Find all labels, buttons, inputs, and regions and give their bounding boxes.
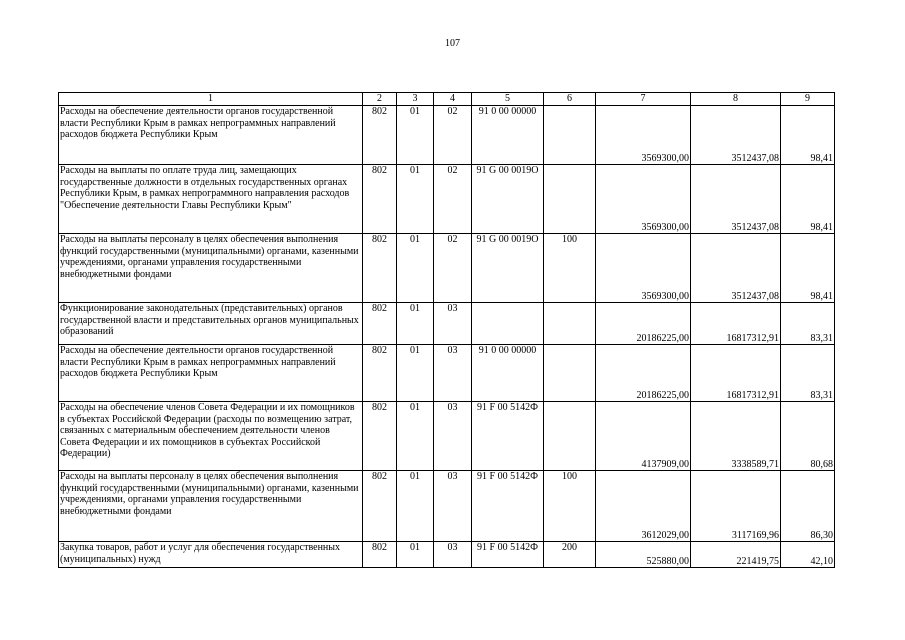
item-name-cell: Расходы на выплаты персоналу в целях обеспечения выполнения функций государственными (муниципальными) органами, казенными учреждениями, органами управления государственными внебюджетными фондами — [59, 471, 363, 542]
header-cell: 2 — [363, 93, 397, 106]
code-cell: 802 — [363, 303, 397, 345]
table-row — [59, 345, 835, 402]
header-cell: 4 — [434, 93, 472, 106]
target-article-cell: 91 G 00 0019O — [472, 234, 544, 303]
table-row — [59, 165, 835, 234]
header-cell: 8 — [691, 93, 781, 106]
percent-cell: 98,41 — [781, 234, 835, 303]
header-cell: 1 — [59, 93, 363, 106]
budget-table — [58, 92, 835, 568]
item-name-cell: Закупка товаров, работ и услуг для обеспечения государственных (муниципальных) нужд — [59, 542, 363, 568]
item-name-cell: Расходы на выплаты персоналу в целях обеспечения выполнения функций государственными (муниципальными) органами, казенными учреждениями, органами управления государственными внебюджетными фондами — [59, 234, 363, 303]
actual-amount-cell: 3117169,96 — [691, 471, 781, 542]
subsection-cell: 03 — [434, 345, 472, 402]
percent-cell: 83,31 — [781, 303, 835, 345]
item-name-cell: Расходы на обеспечение деятельности органов государственной власти Республики Крым в рамках непрограммных направлений расходов бюджета Республики Крым — [59, 345, 363, 402]
percent-cell: 83,31 — [781, 345, 835, 402]
section-cell: 01 — [397, 106, 434, 165]
plan-amount-cell: 525880,00 — [596, 542, 691, 568]
plan-amount-cell: 20186225,00 — [596, 345, 691, 402]
target-article-cell: 91 F 00 5142Ф — [472, 402, 544, 471]
header-cell: 3 — [397, 93, 434, 106]
code-cell: 802 — [363, 542, 397, 568]
subsection-cell: 03 — [434, 471, 472, 542]
header-cell: 6 — [544, 93, 596, 106]
percent-cell: 42,10 — [781, 542, 835, 568]
table-header-row — [59, 93, 835, 106]
code-cell: 802 — [363, 234, 397, 303]
header-cell: 9 — [781, 93, 835, 106]
actual-amount-cell: 3512437,08 — [691, 106, 781, 165]
expense-type-cell: 100 — [544, 471, 596, 542]
actual-amount-cell: 3512437,08 — [691, 234, 781, 303]
expense-type-cell — [544, 303, 596, 345]
plan-amount-cell: 3569300,00 — [596, 106, 691, 165]
plan-amount-cell: 4137909,00 — [596, 402, 691, 471]
target-article-cell: 91 0 00 00000 — [472, 345, 544, 402]
percent-cell: 98,41 — [781, 106, 835, 165]
expense-type-cell — [544, 106, 596, 165]
header-cell: 5 — [472, 93, 544, 106]
section-cell: 01 — [397, 165, 434, 234]
expense-type-cell — [544, 165, 596, 234]
section-cell: 01 — [397, 303, 434, 345]
page-number: 107 — [445, 38, 460, 49]
target-article-cell: 91 G 00 0019O — [472, 165, 544, 234]
table-row — [59, 303, 835, 345]
item-name-cell: Расходы на выплаты по оплате труда лиц, замещающих государственные должности в отдельных государственных органах Республики Крым, в рамках непрограммного направления расходов "Обеспечение деятельности Главы Республики Крым" — [59, 165, 363, 234]
actual-amount-cell: 3338589,71 — [691, 402, 781, 471]
item-name-cell: Функционирование законодательных (представительных) органов государственной власти и представительных органов муниципальных образований — [59, 303, 363, 345]
code-cell: 802 — [363, 345, 397, 402]
target-article-cell: 91 F 00 5142Ф — [472, 542, 544, 568]
section-cell: 01 — [397, 471, 434, 542]
section-cell: 01 — [397, 542, 434, 568]
table-row — [59, 106, 835, 165]
table-row — [59, 542, 835, 568]
percent-cell: 98,41 — [781, 165, 835, 234]
subsection-cell: 02 — [434, 165, 472, 234]
subsection-cell: 02 — [434, 234, 472, 303]
subsection-cell: 03 — [434, 542, 472, 568]
target-article-cell: 91 F 00 5142Ф — [472, 471, 544, 542]
plan-amount-cell: 3569300,00 — [596, 165, 691, 234]
actual-amount-cell: 16817312,91 — [691, 345, 781, 402]
actual-amount-cell: 16817312,91 — [691, 303, 781, 345]
section-cell: 01 — [397, 234, 434, 303]
expense-type-cell — [544, 345, 596, 402]
actual-amount-cell: 3512437,08 — [691, 165, 781, 234]
code-cell: 802 — [363, 165, 397, 234]
target-article-cell — [472, 303, 544, 345]
code-cell: 802 — [363, 106, 397, 165]
subsection-cell: 03 — [434, 402, 472, 471]
header-cell: 7 — [596, 93, 691, 106]
subsection-cell: 02 — [434, 106, 472, 165]
target-article-cell: 91 0 00 00000 — [472, 106, 544, 165]
item-name-cell: Расходы на обеспечение деятельности органов государственной власти Республики Крым в рамках непрограммных направлений расходов бюджета Республики Крым — [59, 106, 363, 165]
expense-type-cell: 200 — [544, 542, 596, 568]
table-row — [59, 402, 835, 471]
section-cell: 01 — [397, 402, 434, 471]
plan-amount-cell: 3612029,00 — [596, 471, 691, 542]
plan-amount-cell: 20186225,00 — [596, 303, 691, 345]
actual-amount-cell: 221419,75 — [691, 542, 781, 568]
code-cell: 802 — [363, 402, 397, 471]
section-cell: 01 — [397, 345, 434, 402]
expense-type-cell: 100 — [544, 234, 596, 303]
percent-cell: 86,30 — [781, 471, 835, 542]
table-row — [59, 234, 835, 303]
expense-type-cell — [544, 402, 596, 471]
plan-amount-cell: 3569300,00 — [596, 234, 691, 303]
subsection-cell: 03 — [434, 303, 472, 345]
table-row — [59, 471, 835, 542]
code-cell: 802 — [363, 471, 397, 542]
item-name-cell: Расходы на обеспечение членов Совета Федерации и их помощников в субъектах Российской Федерации (расходы по возмещению затрат, связанных с материальным обеспечением деятельности членов Совета Федерации и их помощников в субъектах Российской Федерации) — [59, 402, 363, 471]
percent-cell: 80,68 — [781, 402, 835, 471]
